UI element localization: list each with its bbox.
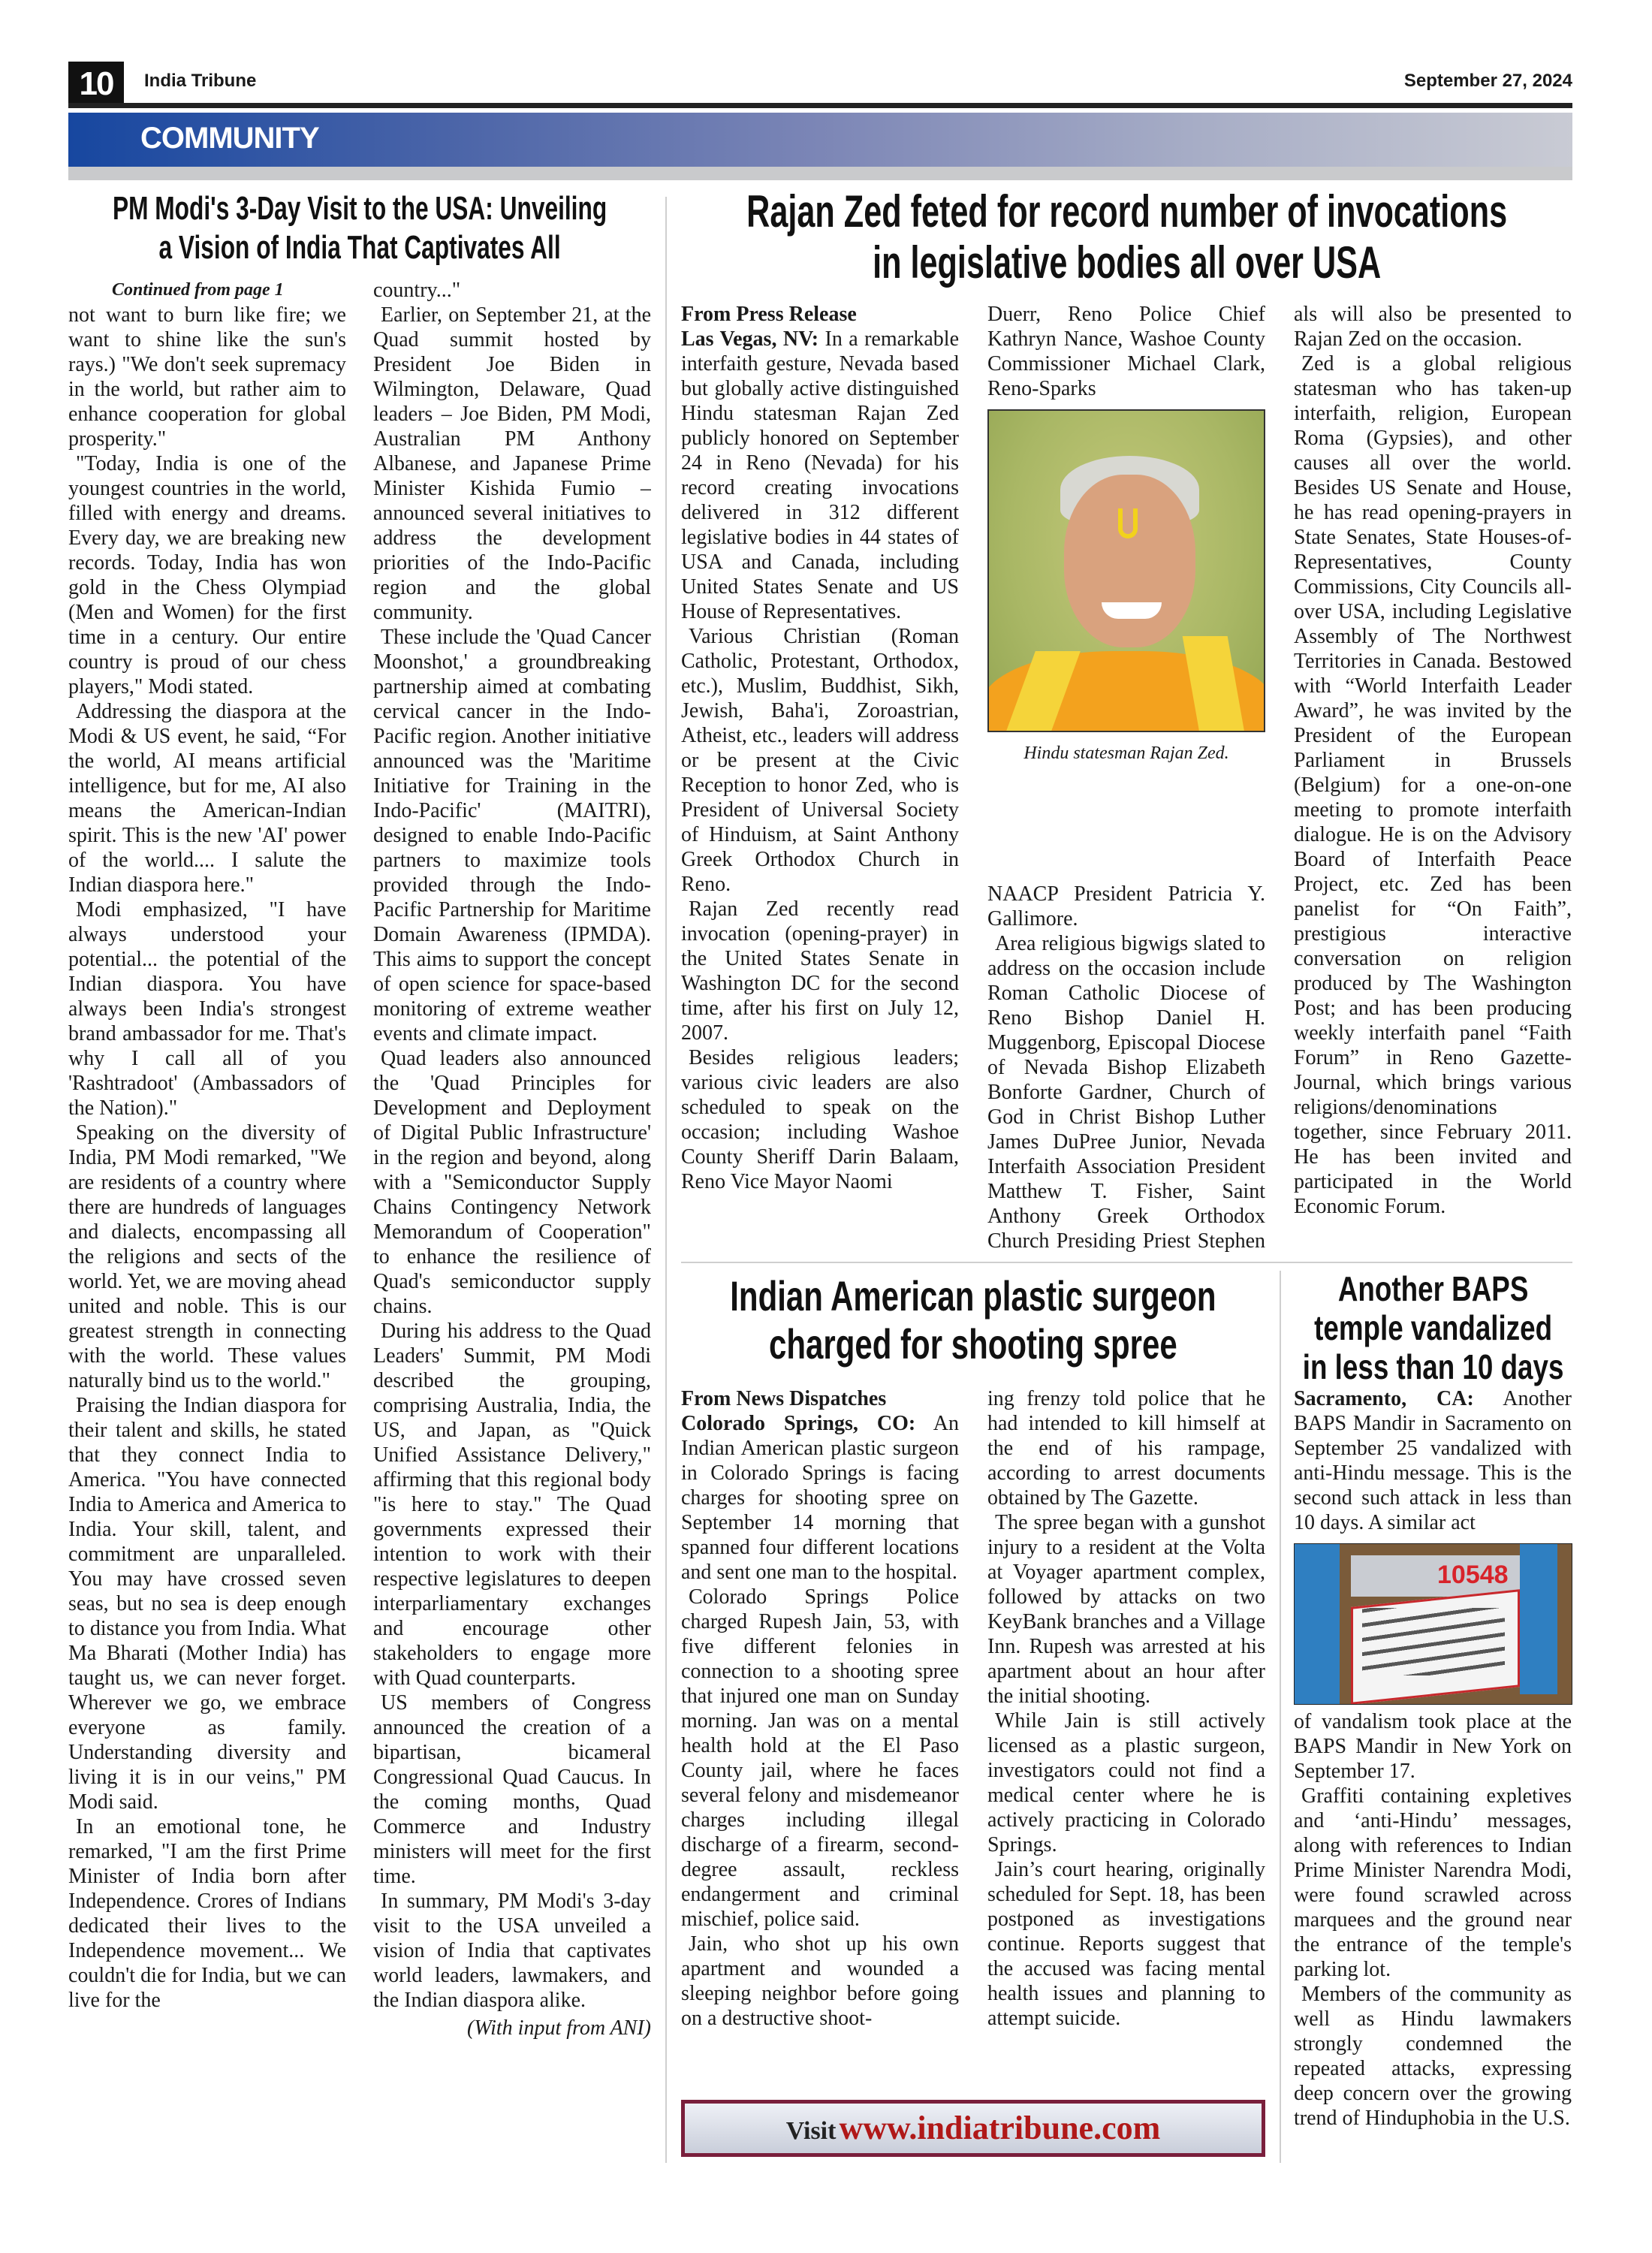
paragraph: While Jain is still actively licensed as a plastic surgeon, investigators could not find a medical center where he is actively practicing in Colorado Springs.	[987, 1709, 1265, 1856]
modi-column-2	[373, 278, 651, 2163]
paragraph: Quad leaders also announced the 'Quad Principles for Development and Deployment of Digital Public Infrastructure' in the region and beyond, along with a "Semiconductor Supply Chains Contingency Network Memorandum of Cooperation" to enhance the resilience of Quad's semiconductor supply chains.	[373, 1047, 651, 1318]
continued-note: Continued from page 1	[112, 280, 284, 300]
section-divider	[681, 1262, 1572, 1263]
paragraph: Modi emphasized, "I have always understood your potential... the potential of the Indian diaspora. You have always been India's strongest brand ambassador for me. That's why I call all of you 'Rashtradoot' (Ambassadors of the Nation)."	[68, 898, 346, 1120]
dateline: Colorado Springs, CO:	[681, 1412, 916, 1435]
dateline: Sacramento, CA:	[1294, 1387, 1474, 1410]
paragraph: Zed is a global religious statesman who has taken-up interfaith, religion, European Roma (Gypsies), and other causes all over the world. Besides US Senate and House, he has read opening-prayers in State Senates, State Houses-of-Representatives, County Commissions, City Councils all-over USA, including Legislative Assembly of The Northwest Territories in Canada. Bestowed with “World Interfaith Leader Award”, he was invited by the President of the European Parliament in Brussels (Belgium) for a one-on-one meeting to promote interfaith dialogue. He is on the Advisory Board of Interfaith Peace Project, etc. Zed has been panelist for “On Faith”, prestigious interactive conversation on religion produced by The Washington Post; and has been producing weekly interfaith panel “Faith Forum” in Reno Gazette-Journal, which brings various religions/denominations together, since February 2011. He has been invited and participated in the World Economic Forum.	[1294, 352, 1572, 1218]
issue-date: September 27, 2024	[1403, 71, 1572, 91]
paragraph: These include the 'Quad Cancer Moonshot,' a groundbreaking partnership aimed at combating cervical cancer in the Indo-Pacific region. Another initiative announced was the 'Maritime Initiative for Training in the Indo-Pacific' (MAITRI), designed to enable Indo-Pacific partners to maximize tools provided through the Indo-Pacific Partnership for Maritime Domain Awareness (IPMDA). This aims to support the concept of open science for space-based monitoring of extreme weather events and climate impact.	[373, 626, 651, 1045]
paragraph: NAACP President Patricia Y. Gallimore.	[987, 882, 1265, 930]
paragraph: Addressing the diaspora at the Modi & US event, he said, “For the world, AI means artificial intelligence, but for me, AI also means the American-Indian spirit. This is the new 'AI' power of the world.... I salute the Indian diaspora here."	[68, 700, 346, 897]
publication-name: India Tribune	[144, 71, 257, 91]
headline-line: PM Modi's 3-Day Visit to the USA: Unveiling	[112, 190, 607, 227]
baps-headline	[1294, 1269, 1572, 1386]
paragraph: Jain, who shot up his own apartment and wounded a sleeping neighbor before going on a destructive shoot-	[681, 1932, 959, 2030]
lead-paragraph: An Indian American plastic surgeon in Colorado Springs is facing charges for shooting spree on September 14 morning that spanned four different locations and sent one man to the hospital.	[681, 1412, 959, 1584]
headline-line: charged for shooting spree	[769, 1320, 1177, 1368]
baps-column	[1294, 1386, 1572, 2167]
section-banner-underline	[68, 167, 1572, 180]
paragraph: Besides religious leaders; various civic leaders are also scheduled to speak on the occasion; including Washoe County Sheriff Darin Balaam, Reno Vice Mayor Naomi	[681, 1046, 959, 1193]
headline-line: temple vandalized	[1314, 1308, 1553, 1347]
paragraph: Members of the community as well as Hindu lawmakers strongly condemned the repeated attacks, expressing deep concern over the growing trend of Hinduphobia in the U.S.	[1294, 1983, 1572, 2130]
website-promo-box[interactable]	[681, 2100, 1265, 2157]
vandalized-temple-sign-photo	[1294, 1543, 1572, 1705]
paragraph: US members of Congress announced the creation of a bipartisan, bicameral Congressional Quad Caucus. In the coming months, Quad Commerce and Industry ministers will meet for the first time.	[373, 1691, 651, 1888]
website-link[interactable]: www.indiatribune.com	[839, 2110, 1161, 2146]
rajan-zed-photo	[987, 409, 1265, 732]
surgeon-column-1	[681, 1386, 959, 2092]
paragraph: Speaking on the diversity of India, PM Modi remarked, "We are residents of a country where there are hundreds of languages and dialects, encompassing all the religions and sects of the world. Yet, we are moving ahead united and noble. This is our greatest strength in connecting with the world. These values naturally bind us to the world."	[68, 1121, 346, 1392]
surgeon-column-2	[987, 1386, 1265, 2092]
rajan-headline	[681, 186, 1572, 288]
paragraph: The spree began with a gunshot injury to a resident at the Volta at Voyager apartment complex, followed by attacks on two KeyBank branches and a Village Inn. Rupesh was arrested at his apartment about an hour after the initial shooting.	[987, 1511, 1265, 1708]
paragraph: Rajan Zed recently read invocation (opening-prayer) in the United States Senate in Washington DC for the second time, after his first on July 12, 2007.	[681, 897, 959, 1045]
modi-headline	[68, 189, 651, 267]
paragraph: of vandalism took place at the BAPS Mandir in New York on September 17.	[1294, 1710, 1572, 1783]
photo-caption: Hindu statesman Rajan Zed.	[1023, 743, 1229, 763]
visit-label: Visit	[785, 2117, 837, 2145]
article-source: From News Dispatches	[681, 1387, 887, 1410]
rajan-column-3	[1294, 302, 1572, 1252]
modi-column-1	[68, 278, 346, 2163]
header-rule	[68, 103, 1572, 108]
paragraph: In summary, PM Modi's 3-day visit to the USA unveiled a vision of India that captivates world leaders, lawmakers, and the Indian diaspora alike.	[373, 1890, 651, 2012]
paragraph: Praising the Indian diaspora for their talent and skills, he stated that they connect India to America. "You have connected India to America and America to India. Your skill, talent, and commitment are unparalleled. You may have crossed seven seas, but no sea is deep enough to distance you from India. What Ma Bharati (Mother India) has taught us, we can never forget. Wherever we go, we embrace everyone as family. Understanding diversity and living it is in our veins," PM Modi said.	[68, 1394, 346, 1814]
paragraph: Earlier, on September 21, at the Quad summit hosted by President Joe Biden in Wilmington, Delaware, Quad leaders – Joe Biden, PM Modi, Australian PM Anthony Albanese, and Japanese Prime Minister Kishida Fumio – announced several initiatives to address the development priorities of the Indo-Pacific region and the global community.	[373, 303, 651, 624]
paragraph: "Today, India is one of the youngest countries in the world, filled with energy and dreams. Every day, we are breaking new records. Today, India has won gold in the Chess Olympiad (Men and Women) for the first time in a century. Our entire country is proud of our chess players," Modi stated.	[68, 452, 346, 698]
surgeon-headline	[681, 1272, 1265, 1368]
headline-line: in less than 10 days	[1302, 1347, 1564, 1386]
paragraph: Area religious bigwigs slated to address on the occasion include Roman Catholic Diocese of Reno Bishop Daniel H. Muggenborg, Episcopal Diocese of Nevada Bishop Elizabeth Bonforte Gardner, Church of God in Christ Bishop Luther James DuPree Junior, Nevada Interfaith Association President Matthew T. Fisher, Saint Anthony Greek Orthodox Church Presiding Priest Stephen	[987, 932, 1265, 1252]
paragraph: Jain’s court hearing, originally scheduled for Sept. 18, has been postponed as investigations continue. Reports suggest that the accused was facing mental health issues and planning to attempt suicide.	[987, 1858, 1265, 2030]
paragraph: Duerr, Reno Police Chief Kathryn Nance, Washoe County Commissioner Michael Clark, Reno-Sparks	[987, 303, 1265, 400]
paragraph: Colorado Springs Police charged Rupesh Jain, 53, with five different felonies in connection to a shooting spree that injured one man on Sunday morning. Jan was on a mental health hold at the El Paso County jail, where he faces several felony and misdemeanor charges including illegal discharge of a firearm, second-degree assault, reckless endangerment and criminal mischief, police said.	[681, 1585, 959, 1931]
paragraph: In an emotional tone, he remarked, "I am the first Prime Minister of India born after Independence. Crores of Indians dedicated their lives to the Independence movement... We couldn't die for India, but we can live for the	[68, 1815, 346, 2012]
headline-line: in legislative bodies all over USA	[873, 237, 1382, 288]
page-number: 10	[68, 62, 124, 107]
paragraph: country..."	[373, 279, 461, 302]
article-source: From Press Release	[681, 303, 857, 326]
headline-line: Rajan Zed feted for record number of invocations	[746, 186, 1508, 237]
paragraph: ing frenzy told police that he had intended to kill himself at the end of his rampage, according to arrest documents obtained by The Gazette.	[987, 1387, 1265, 1510]
column-divider	[665, 197, 667, 2163]
paragraph: als will also be presented to Rajan Zed on the occasion.	[1294, 303, 1572, 351]
headline-line: Another BAPS	[1337, 1269, 1529, 1308]
dateline: Las Vegas, NV:	[681, 327, 819, 351]
lead-paragraph: In a remarkable interfaith gesture, Nevada based but globally active distinguished Hindu statesman Rajan Zed publicly honored on September 24 in Reno (Nevada) for his record creating invocations delivered in 312 different legislative bodies in 44 states of USA and Canada, including United States Senate and US House of Representatives.	[681, 327, 959, 623]
paragraph: not want to burn like fire; we want to shine like the sun's rays.) "We don't seek supremacy in the world, but rather aim to enhance cooperation for global prosperity."	[68, 303, 346, 451]
article-credit: (With input from ANI)	[467, 2016, 651, 2040]
headline-line: Indian American plastic surgeon	[730, 1272, 1216, 1320]
paragraph: Various Christian (Roman Catholic, Protestant, Orthodox, etc.), Muslim, Buddhist, Sikh, Jewish, Baha'i, Zoroastrian, Atheist, etc., leaders will address or be present at the Civic Reception to honor Zed, who is President of Universal Society of Hinduism, at Saint Anthony Greek Orthodox Church in Reno.	[681, 625, 959, 896]
section-title: COMMUNITY	[140, 122, 319, 155]
rajan-column-1	[681, 302, 959, 1252]
column-divider	[1280, 1271, 1281, 2163]
lead-paragraph: Another BAPS Mandir in Sacramento on September 25 vandalized with anti-Hindu message. This is the second such attack in less than 10 days. A similar act	[1294, 1387, 1572, 1534]
section-banner	[68, 113, 1572, 167]
paragraph: Graffiti containing expletives and ‘anti-Hindu’ messages, along with references to Indian Prime Minister Narendra Modi, were found scrawled across marquees and the ground near the entrance of the temple's parking lot.	[1294, 1784, 1572, 1981]
paragraph: During his address to the Quad Leaders' Summit, PM Modi described the grouping, comprising Australia, India, the US, and Japan, as "Quick Unified Assistance Delivery," affirming that this regional body "is here to stay." The Quad governments expressed their intention to work with their respective legislatures to deepen interparliamentary exchanges and encourage other stakeholders to engage more with Quad counterparts.	[373, 1320, 651, 1690]
sign-number: 10548	[1437, 1561, 1509, 1589]
headline-line: a Vision of India That Captivates All	[158, 229, 561, 266]
